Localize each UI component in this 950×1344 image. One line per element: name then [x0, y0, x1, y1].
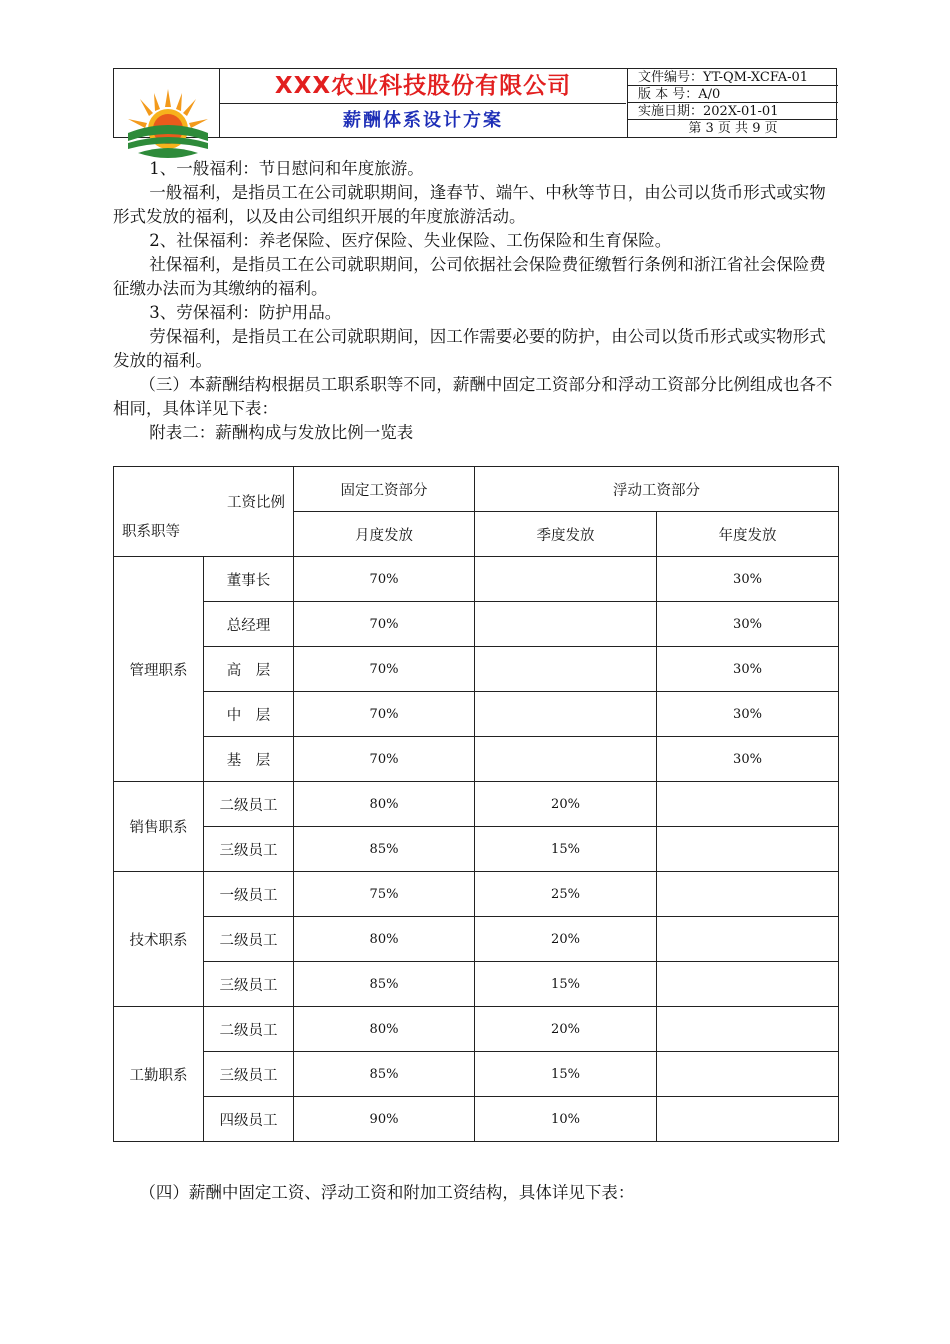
annual-cell: 30%: [657, 647, 839, 692]
table-caption: 附表二：薪酬构成与发放比例一览表: [149, 423, 414, 442]
grade-cell: 总经理: [204, 602, 294, 647]
monthly-cell: 80%: [294, 782, 475, 827]
grade-cell: 二级员工: [204, 917, 294, 962]
paragraph: （四）薪酬中固定工资、浮动工资和附加工资结构，具体详见下表：: [139, 1183, 635, 1202]
paragraph: 劳保福利，是指员工在公司就职期间，因工作需要必要的防护，由公司以货币形式或实物形式发放的福利。: [113, 327, 826, 370]
grade-cell: 基 层: [204, 737, 294, 782]
grade-cell: 一级员工: [204, 872, 294, 917]
paragraph: 社保福利，是指员工在公司就职期间，公司依据社会保险费征缴暂行条例和浙江省社会保险费征缴办法而为其缴纳的福利。: [113, 255, 826, 298]
quarterly-cell: 25%: [475, 872, 657, 917]
body-text: [113, 157, 837, 445]
paragraph: 1、一般福利：节日慰问和年度旅游。: [149, 159, 424, 178]
table-row: [114, 1052, 839, 1097]
table-row: [114, 917, 839, 962]
annual-header: 年度发放: [657, 512, 839, 557]
annual-cell: [657, 782, 839, 827]
monthly-cell: 85%: [294, 1052, 475, 1097]
monthly-header: 月度发放: [294, 512, 475, 557]
company-logo: [120, 83, 216, 163]
document-header: [113, 68, 837, 138]
corner-label-grade: 职系职等: [122, 524, 180, 540]
annual-cell: 30%: [657, 692, 839, 737]
table-row: [114, 557, 839, 602]
monthly-cell: 85%: [294, 827, 475, 872]
annual-cell: [657, 1052, 839, 1097]
document-meta: [627, 69, 838, 137]
document-title: 薪酬体系设计方案: [343, 110, 503, 131]
quarterly-cell: [475, 647, 657, 692]
effective-date: 实施日期：202X-01-01: [628, 103, 838, 120]
corner-label-ratio: 工资比例: [227, 495, 285, 511]
salary-ratio-table: [113, 466, 839, 1142]
grade-cell: 高 层: [204, 647, 294, 692]
paragraph: 一般福利，是指员工在公司就职期间，逢春节、端午、中秋等节日，由公司以货币形式或实物形式发放的福利，以及由公司组织开展的年度旅游活动。: [113, 183, 826, 226]
fixed-salary-header: 固定工资部分: [294, 467, 475, 512]
paragraph: 2、社保福利：养老保险、医疗保险、失业保险、工伤保险和生育保险。: [149, 231, 672, 250]
job-family-cell: 工勤职系: [114, 1007, 204, 1142]
table-row: [114, 737, 839, 782]
annual-cell: [657, 962, 839, 1007]
table-row: [114, 782, 839, 827]
quarterly-header: 季度发放: [475, 512, 657, 557]
grade-cell: 三级员工: [204, 1052, 294, 1097]
float-salary-header: 浮动工资部分: [475, 467, 839, 512]
table-row: [114, 647, 839, 692]
annual-cell: [657, 1007, 839, 1052]
monthly-cell: 70%: [294, 692, 475, 737]
monthly-cell: 85%: [294, 962, 475, 1007]
monthly-cell: 70%: [294, 602, 475, 647]
grade-cell: 董事长: [204, 557, 294, 602]
quarterly-cell: 10%: [475, 1097, 657, 1142]
job-family-cell: 销售职系: [114, 782, 204, 872]
quarterly-cell: 20%: [475, 782, 657, 827]
quarterly-cell: [475, 602, 657, 647]
quarterly-cell: 15%: [475, 962, 657, 1007]
annual-cell: 30%: [657, 557, 839, 602]
quarterly-cell: 20%: [475, 1007, 657, 1052]
table-row: [114, 962, 839, 1007]
job-family-cell: 技术职系: [114, 872, 204, 1007]
grade-cell: 中 层: [204, 692, 294, 737]
grade-cell: 三级员工: [204, 962, 294, 1007]
table-row: [114, 1007, 839, 1052]
monthly-cell: 75%: [294, 872, 475, 917]
table-row: [114, 692, 839, 737]
version-number: 版 本 号：A/0: [628, 86, 838, 103]
quarterly-cell: 20%: [475, 917, 657, 962]
monthly-cell: 80%: [294, 1007, 475, 1052]
annual-cell: [657, 827, 839, 872]
quarterly-cell: 15%: [475, 1052, 657, 1097]
monthly-cell: 80%: [294, 917, 475, 962]
annual-cell: 30%: [657, 602, 839, 647]
annual-cell: [657, 1097, 839, 1142]
annual-cell: 30%: [657, 737, 839, 782]
monthly-cell: 70%: [294, 557, 475, 602]
grade-cell: 三级员工: [204, 827, 294, 872]
page-number: 第 3 页 共 9 页: [688, 121, 778, 136]
monthly-cell: 90%: [294, 1097, 475, 1142]
file-number: 文件编号：YT-QM-XCFA-01: [628, 69, 838, 86]
grade-cell: 四级员工: [204, 1097, 294, 1142]
paragraph: 3、劳保福利：防护用品。: [149, 303, 342, 322]
grade-cell: 二级员工: [204, 1007, 294, 1052]
paragraph: （三）本薪酬结构根据员工职系职等不同，薪酬中固定工资部分和浮动工资部分比例组成也各不相同，具体详见下表：: [113, 375, 833, 418]
monthly-cell: 70%: [294, 647, 475, 692]
table-row: [114, 602, 839, 647]
grade-cell: 二级员工: [204, 782, 294, 827]
quarterly-cell: 15%: [475, 827, 657, 872]
job-family-cell: 管理职系: [114, 557, 204, 782]
annual-cell: [657, 872, 839, 917]
monthly-cell: 70%: [294, 737, 475, 782]
quarterly-cell: [475, 737, 657, 782]
annual-cell: [657, 917, 839, 962]
table-row: [114, 1097, 839, 1142]
table-row: [114, 872, 839, 917]
quarterly-cell: [475, 557, 657, 602]
company-name: XXX农业科技股份有限公司: [220, 69, 626, 104]
quarterly-cell: [475, 692, 657, 737]
table-corner-header: [114, 467, 294, 557]
table-row: [114, 827, 839, 872]
